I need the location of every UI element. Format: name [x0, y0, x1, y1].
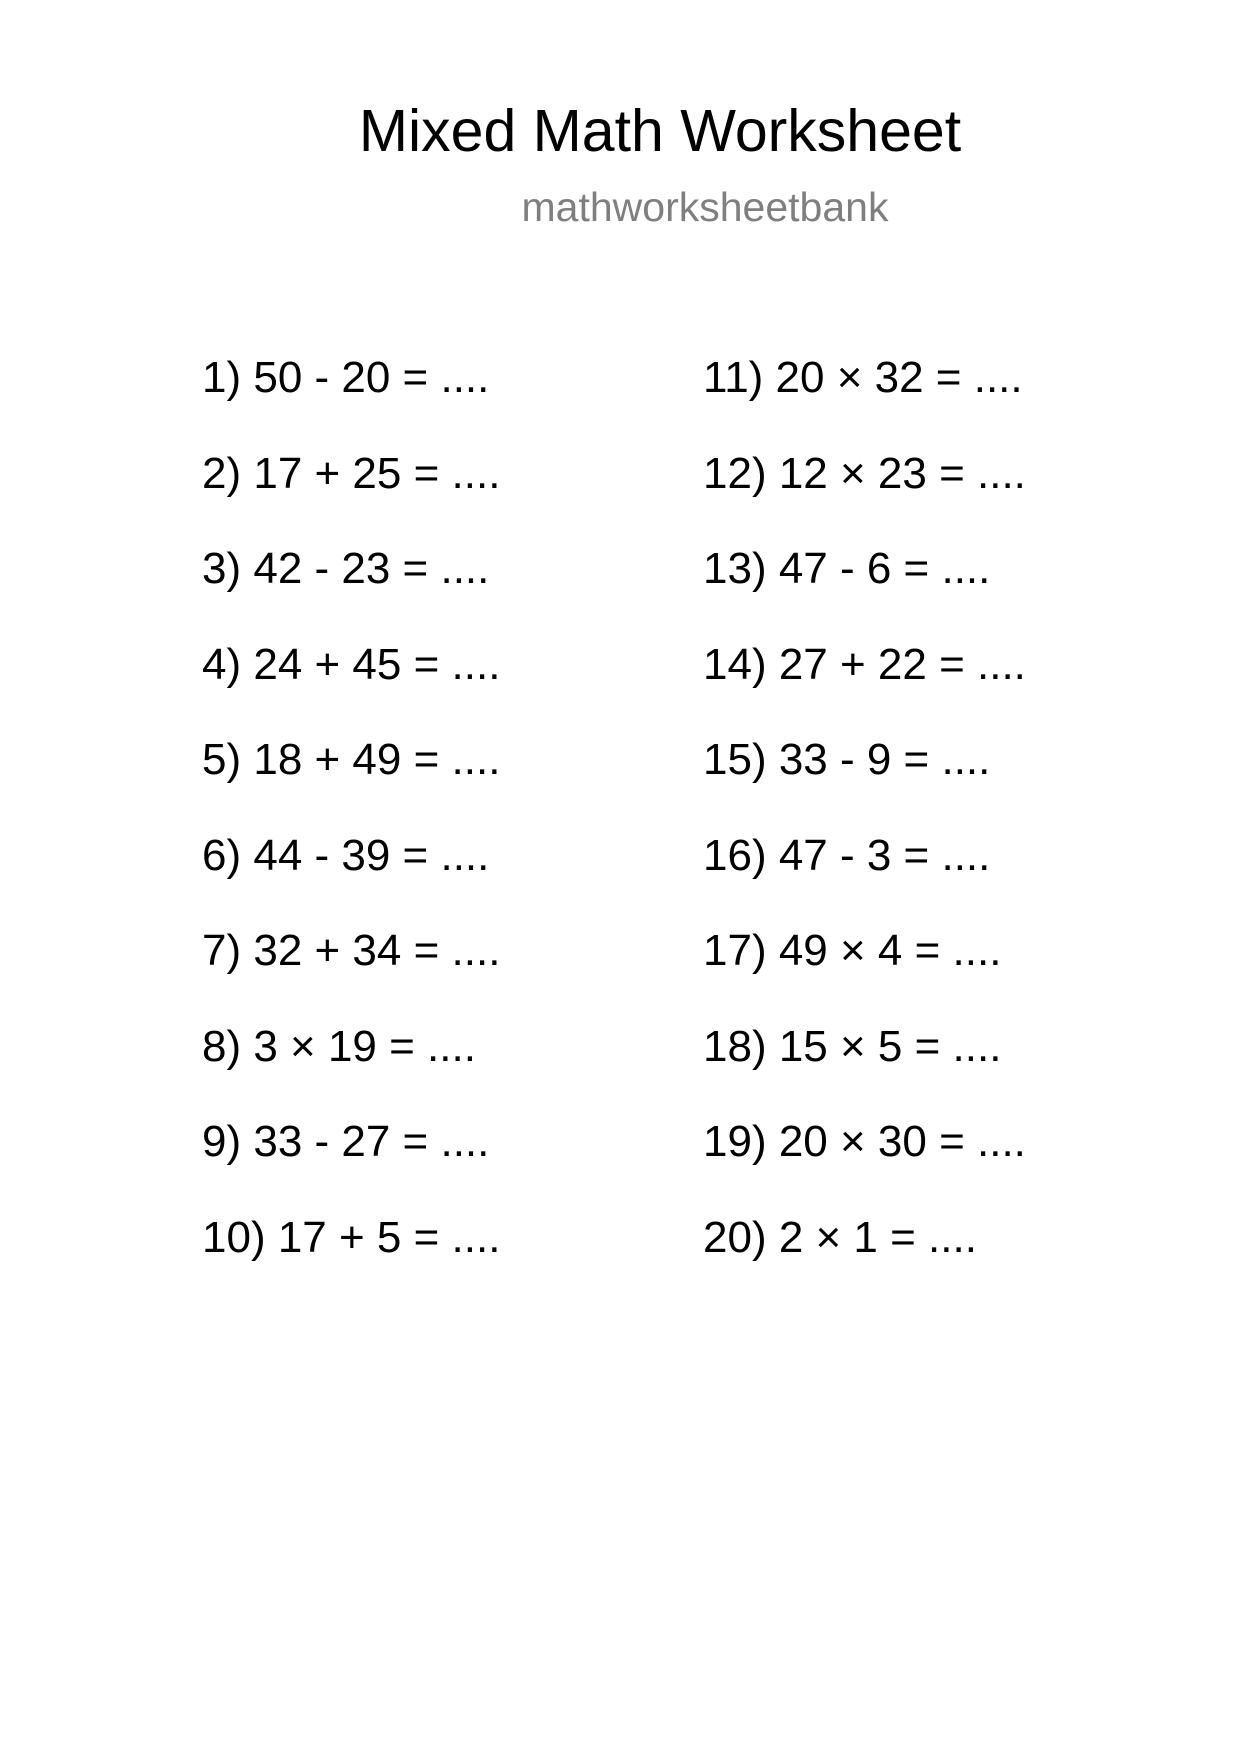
- problem-4: 4) 24 + 45 = ....: [202, 639, 501, 689]
- problem-2: 2) 17 + 25 = ....: [202, 448, 501, 498]
- worksheet-subtitle: mathworksheetbank: [521, 184, 889, 230]
- problem-6: 6) 44 - 39 = ....: [202, 830, 490, 880]
- problem-1: 1) 50 - 20 = ....: [202, 353, 490, 402]
- problems-left-column: [202, 353, 500, 1308]
- problem-16: 16) 47 - 3 = ....: [703, 830, 991, 880]
- problem-13: 13) 47 - 6 = ....: [703, 544, 991, 593]
- problem-9: 9) 33 - 27 = ....: [202, 1117, 490, 1166]
- worksheet-title: Mixed Math Worksheet: [358, 98, 962, 164]
- problem-10: 10) 17 + 5 = ....: [202, 1212, 501, 1262]
- problem-15: 15) 33 - 9 = ....: [703, 735, 991, 784]
- problem-17: 17) 49 × 4 = ....: [703, 926, 1002, 975]
- problem-14: 14) 27 + 22 = ....: [703, 639, 1026, 689]
- problem-8: 8) 3 × 19 = ....: [202, 1021, 476, 1071]
- problem-11: 11) 20 × 32 = ....: [703, 353, 1023, 402]
- problem-20: 20) 2 × 1 = ....: [703, 1212, 977, 1262]
- problem-12: 12) 12 × 23 = ....: [703, 448, 1026, 498]
- problem-3: 3) 42 - 23 = ....: [202, 544, 490, 593]
- problems-right-column: [703, 353, 1026, 1308]
- problem-5: 5) 18 + 49 = ....: [202, 735, 501, 784]
- problem-7: 7) 32 + 34 = ....: [202, 926, 501, 975]
- problem-18: 18) 15 × 5 = ....: [703, 1021, 1002, 1071]
- problem-19: 19) 20 × 30 = ....: [703, 1117, 1026, 1166]
